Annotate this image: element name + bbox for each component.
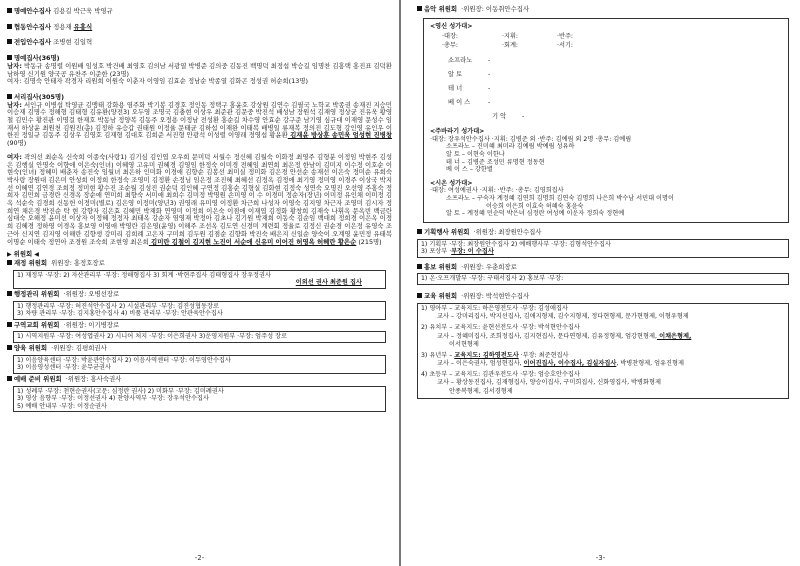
committee-finance: 재정 위원회 위원장: 홍정호장로 1) 재정부 ·부장: 2) 자산관리부 ·부장: 정해형집사 3) 회계 ·박현주집사 김태형집사 장우정권사 이외선 권사 최준원 집사 [7,260,392,289]
committee-box: 1) 이음양육센터 ·부장: 박윤관안수집사 2) 이음사역센터 ·부장: 이두영안수집사 3) 이음영성센터 ·부장: 윤무균권사 [13,355,386,374]
square-bullet-icon [7,24,12,29]
committee-box: 1) 기획부 ·부장: 최장원안수집사 2) 예배행사부 ·부장: 김형석안수집사 3) 포상부 ·부장: 이 수집사 [417,239,789,258]
honorary-elder-section: 명예안수집사 김용길 박근욱 박영규 [7,8,392,16]
pr-committee: 홍보 위원회 ·위원장: 우춘희장로 1) 온·오프개발부 ·부장: 구태서집사 2) 홍보부 ·부장: [417,264,789,285]
square-bullet-icon [417,264,422,269]
square-bullet-icon [7,94,12,99]
deacon-section: 서리집사(305명) 남자: 서인규 이병섭 탁영균 김맹태 강화용 염주화 박기봉 김경호 정인동 정택구 홍윤호 강상원 김연수 김필국 노학교 박종권 송재진 지승민 이승재 김명수 정해형 김태형 김유환(양전3) 오두영 조명국 김충현 이상우 최준관 김문중 박진석 배성남 장원석 김재영 정상균 진유욱 황영철 김민수 황진관 이명걸 한재호 박동남 정양복 김동주 오정용 이정남 전성환 홍순길 차수영 안효순 강구준 남기영 심규대 이재영 문성수 임재서 하상윤 최원천 김원진(총) 김정하 유승갑 권태원 이정율 문태균 김하섭 이재완 이태복 배병일 류재복 정의진 김도형 강인영 유인우 이한진 정일규 김동주 김상우 김영호 김재형 김대호 김희준 서진형 안광석 이성렬 이영래 정영섭 황윤환 김재윤 방상훈 송민욱 엄성현 진병창 (90명) 여자: 곽의선 최순옥 신숙희 이종숙(사랑1) 김기심 김인엽 오우희 문미덕 서월수 정신혜 김월숙 이화정 최영주 김형분 이정임 박현주 김성은 김행실 안명숙 이향애 이은숙(인녀) 이혜영 고유미 권혜경 김영임 한정숙 이미경 전혜임 최연희 최은정 한남이 김미지 이수정 이호순 이현숙(인녀) 정혜미 배춘자 송진숙 임월녀 최은하 인미화 이경애 김향순 김봉선 최미실 정미화 김은경 안선순 송재선 이은숙 정미순 유희숙 박사랑 장원대 김은미 안성희 이정희 한정숙 조영미 김정환 손정님 임은정 조진혜 최혜선 김정옥 김정애 최기영 정미영 이경주 이상국 박지선 이혜연 김연경 조희정 정미현 황수진 조순월 김성진 권순덕 김인혜 구연정 김홍순 김형실 김화현 김정숙 성연숙 오명진 오선영 주홍숙 정희자 김민희 금경란 신경옥 장순애 연미희 최향숙 서미애 최희수 김미정 박명원 손미영 이 수 이경미 정순자(장년) 이미정 유인채 이미정 김 옥 석순숙 김경희 신동헌 이정미(별로) 김은영 이정미(양년3) 권영래 유미영 이정환 차근희 나성자 이영숙 김지영 차근자 조영미 김시자 정희연 채은경 박진순 탁 현 강향자 김은효 김혜민 박재화 연영미 이정희 이은숙 이점애 이재엽 김정화 황창희 김재숙 나휘옥 문옥빈 백금란 심대숙 오해정 윤미선 이상자 이정혜 정정자 최태옥 강순자 염영재 박정아 김초나 김기원 박재희 이동숙 김순임 백대희 정희경 이은옥 이정희 김혜경 정하영 이경옥 홍보영 이영애 박영란 김은영(윤영) 이해주 조선옥 김도연 신경미 계련회 정율로 김정신 권순경 이은정 유영숙 조근아 신지연 김지영 이해란 김향생 강미리 김희례 고은자 구미희 김두원 김점순 김향화 박진숙 배은지 신일순 양숙이 오계영 윤민정 유태복 이명순 이태숙 정연아 조경원 조숙희 조현영 최은희 김미란 김철이 김지현 노진이 서순애 신유미 이어진 허영옥 허혜란 황은순 (215명) [7,92,392,246]
committee-box: 1) 재정부 ·부장: 2) 자산관리부 ·부장: 정해형집사 3) 회계 ·박현주집사 김태형집사 장우정권사 이외선 권사 최준원 집사 [13,270,386,289]
square-bullet-icon [7,39,12,44]
square-bullet-icon [417,229,422,234]
committee-box: 1) 온·오프개발부 ·부장: 구태서집사 2) 홍보부 ·부장: [417,273,789,285]
triangle-left-icon: ◀ [34,251,39,259]
square-bullet-icon [7,376,12,381]
committees-header: ▶ 위원회 ◀ [7,250,39,259]
committee-admin: 행정관리 위원회 ·위원장: 오병선장로 1) 행정관리부 ·부장: 허진석안수집사 2) 시설관리부 ·부장: 김진성협동장로 3) 차량 관리부 ·부장: 김지홍안수집사 4) 비품 관리부 ·부장: 안관욱안수집사 [7,291,392,320]
square-bullet-icon [7,291,12,296]
square-bullet-icon [7,345,12,350]
planning-committee: 기획행사 위원회 ·위원장: 최장원안수집사 1) 기획부 ·부장: 최장원안수집사 2) 예배행사부 ·부장: 김형석안수집사 3) 포상부 ·부장: 이 수집사 [417,229,789,258]
youth-choir-officers: ·대장: ·지휘: ·반주: ·총무: ·회계: ·서기: [442,33,574,49]
cooperative-elder-section: 협동안수집사 정용재 유홍식 [7,24,392,32]
square-bullet-icon [417,293,422,298]
committee-box: 1) 영아부 – 교육지도: 하은영전도사 ·부장: 김성애집사 교사 – 강미리집사, 박지선집사, 김애지형제, 김수지형제, 정다현형제, 문가현형제, 이형우형제 2) 유치부 – 교육지도: 윤현선전도사 ·부장: 박석현안수집사 교사 – 정혜미집사, 조희정집사, 김지현집사, 문다연형제, 김유정형제, 엄강현형제, 이채은형제, 이서현형제 3) 유년부 – 교육지도: 김하영전도사 ·부장: 최준현집사 교사 – 이은숙권사, 엄성현집사, 이어진집사, 이수집사, 김실자집사, 박병찬형제, 엄유진형제 4) 초등부 – 교육지도: 김관우전도사 ·부장: 엄승호안수집사 교사 – 황상동진집사, 김재형집사, 양승이집사, 구미희집사, 신화영집사, 박병화형제 안종복형제, 김서경형제 [417,303,789,399]
committee-worship: 예배 준비 위원회 ·위원장: 홍사숙권사 1) 성례부 ·부장: 천현순권사(고문: 심정란 권사) 2) 미화부 ·부장: 김미례권사 3) 영상 음향부 ·부장: 이정선권사 4) 찬양사역부 ·부장: 장우석안수집사 5) 예배 안내부 ·부장: 이정순권사 [7,376,392,412]
honorary-deacon-section: 명예집사(36명) 남자: 박동규 송명렬 이원배 임성호 박건배 최영호 김의남 서광열 박병준 김의중 김동진 백명덕 최정섭 박승길 임명찬 김홍택 홍진표 김덕환 남하영 신기원 양국공 유찬주 이준한 (23명) 여자: 김명숙 안태자 곽경자 리원희 이원숙 이춘자 이영임 김효순 정남순 박종열 김화곤 정성권 허순희(13명) [7,54,392,86]
square-bullet-icon [7,260,12,265]
square-bullet-icon [7,8,12,13]
committee-district: 구역교회 위원회 ·위원장: 이기병장로 1) 시역지원부 ·부장: 여성엽권사 2) 시니어 처지 ·부장: 이은희권사 3)운영지원부 ·부장: 엄주성 장로 [7,322,392,343]
left-page [0,0,399,566]
square-bullet-icon [417,6,422,11]
square-bullet-icon [7,322,12,327]
right-page [401,0,800,566]
page-number: -3- [595,554,606,562]
committee-box: 1) 행정관리부 ·부장: 허진석안수집사 2) 시설관리부 ·부장: 김진성협동장로 3) 차량 관리부 ·부장: 김지홍안수집사 4) 비품 관리부 ·부장: 안관욱안수집사 [13,301,386,320]
education-committee: 교육 위원회 ·위원장: 박석현안수집사 1) 영아부 – 교육지도: 하은영전도사 ·부장: 김성애집사 교사 – 강미리집사, 박지선집사, 김애지형제, 김수지형제, 정다현형제, 문가현형제, 이형우형제 2) 유치부 – 교육지도: 윤현선전도사 ·부장: 박석현안수집사 교사 – 정혜미집사, 조희정집사, 김지현집사, 문다연형제, 김유정형제, 엄강현형제, 이채은형제, 이서현형제 3) 유년부 – 교육지도: 김하영전도사 ·부장: 최준현집사 교사 – 이은숙권사, 엄성현집사, 이어진집사, 이수집사, 김실자집사, 박병찬형제, 엄유진형제 4) 초등부 – 교육지도: 김관우전도사 ·부장: 엄승호안수집사 교사 – 황상동진집사, 김재형집사, 양승이집사, 구미희집사, 신화영집사, 박병화형제 안종복형제, 김서경형제 [417,293,789,399]
square-bullet-icon [7,55,12,60]
music-committee-box: <영신 성가대> ·대장: ·지휘: ·반주: ·총무: ·회계: ·서기: 소프라노 - 알 토 - 테 너 - 베 이 스 - 기 악 - <주바라기 성가대> ·대장: 장우석안수집사 ·지휘: 김병준 외 ·반주: 김예림 외 2명 ·총무: 김예림 소프라노 – 진미혜 최미라 김예림 박예림 성유하 알 토 – 이현숙 이한나 테 너 – 김병준 조성민 류명현 정동현 베 이 스 – 강한별 <시온 성가대> ·대장: 여성예권사 ·지휘: ·반주: ·총무: 김영희집사 소프라노 – 구숙자 계정혜 김연희 김명희 김연숙 김명희 나은희 박수남 서민대 이명이 이승희 이은희 이효숙 허혜숙 홍윤숙 알 토 – 계정혜 민순덕 박은녀 심정란 여성예 이운자 정희숙 정현예 [423,18,789,223]
transferred-elder-section: 전입안수집사 조병현 김일혁 [7,39,392,47]
committee-nurture: 양육 위원회 ·위원장: 김평희권사 1) 이음양육센터 ·부장: 박윤관안수집사 2) 이음사역센터 ·부장: 이두영안수집사 3) 이음영성센터 ·부장: 윤무균권사 [7,345,392,374]
youth-choir-parts: 소프라노 - 알 토 - 테 너 - 베 이 스 - 기 악 - [448,57,525,121]
committee-box: 1) 시역지원부 ·부장: 여성엽권사 2) 시니어 처지 ·부장: 이은희권사 3)운영지원부 ·부장: 엄주성 장로 [13,331,386,343]
committee-box: 1) 성례부 ·부장: 천현순권사(고문: 심정란 권사) 2) 미화부 ·부장: 김미례권사 3) 영상 음향부 ·부장: 이정선권사 4) 찬양사역부 ·부장: 장우석안수집사 5) 예배 안내부 ·부장: 이정순권사 [13,386,386,413]
page-number: -2- [194,554,205,562]
music-committee-header: 음악 위원회 ·위원장: 이동취안수집사 [417,6,789,14]
triangle-right-icon: ▶ [7,251,12,259]
